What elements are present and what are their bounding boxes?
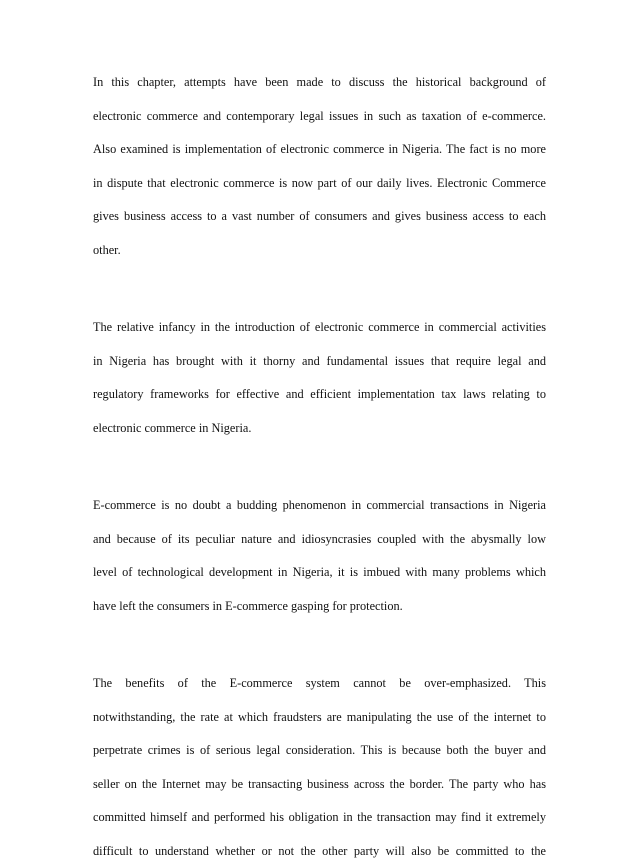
paragraph-line: regulatory frameworks for effective and efficient implementation tax laws relating to xyxy=(93,378,546,412)
paragraph-line: Also examined is implementation of electronic commerce in Nigeria. The fact is no more xyxy=(93,133,546,167)
paragraph-line: E-commerce is no doubt a budding phenomenon in commercial transactions in Nigeria xyxy=(93,489,546,523)
paragraph-spacer xyxy=(93,267,546,311)
body-text xyxy=(93,66,546,868)
paragraph-3 xyxy=(93,489,546,623)
paragraph-line: and because of its peculiar nature and idiosyncrasies coupled with the abysmally low xyxy=(93,523,546,557)
paragraph-line: electronic commerce and contemporary legal issues in such as taxation of e-commerce. xyxy=(93,100,546,134)
paragraph-line: committed himself and performed his obligation in the transaction may find it extremely xyxy=(93,801,546,835)
paragraph-line: other. xyxy=(93,234,546,268)
paragraph-line: notwithstanding, the rate at which fraudsters are manipulating the use of the internet to xyxy=(93,701,546,735)
paragraph-line: perpetrate crimes is of serious legal consideration. This is because both the buyer and xyxy=(93,734,546,768)
paragraph-4 xyxy=(93,667,546,868)
paragraph-line: in Nigeria has brought with it thorny and fundamental issues that require legal and xyxy=(93,345,546,379)
paragraph-line: electronic commerce in Nigeria. xyxy=(93,412,546,446)
paragraph-line: in dispute that electronic commerce is now part of our daily lives. Electronic Commerce xyxy=(93,167,546,201)
paragraph-line: The relative infancy in the introduction of electronic commerce in commercial activities xyxy=(93,311,546,345)
paragraph-line: gives business access to a vast number of consumers and gives business access to each xyxy=(93,200,546,234)
paragraph-spacer xyxy=(93,623,546,667)
paragraph-1 xyxy=(93,66,546,267)
paragraph-line: level of technological development in Nigeria, it is imbued with many problems which xyxy=(93,556,546,590)
paragraph-line: The benefits of the E-commerce system cannot be over-emphasized. This xyxy=(93,667,546,701)
paragraph-line: seller on the Internet may be transacting business across the border. The party who has xyxy=(93,768,546,802)
paragraph-line: have left the consumers in E-commerce gasping for protection. xyxy=(93,590,546,624)
paragraph-line: difficult to understand whether or not the other party will also be committed to the xyxy=(93,835,546,868)
paragraph-spacer xyxy=(93,445,546,489)
paragraph-line: In this chapter, attempts have been made to discuss the historical background of xyxy=(93,66,546,100)
paragraph-2 xyxy=(93,311,546,445)
